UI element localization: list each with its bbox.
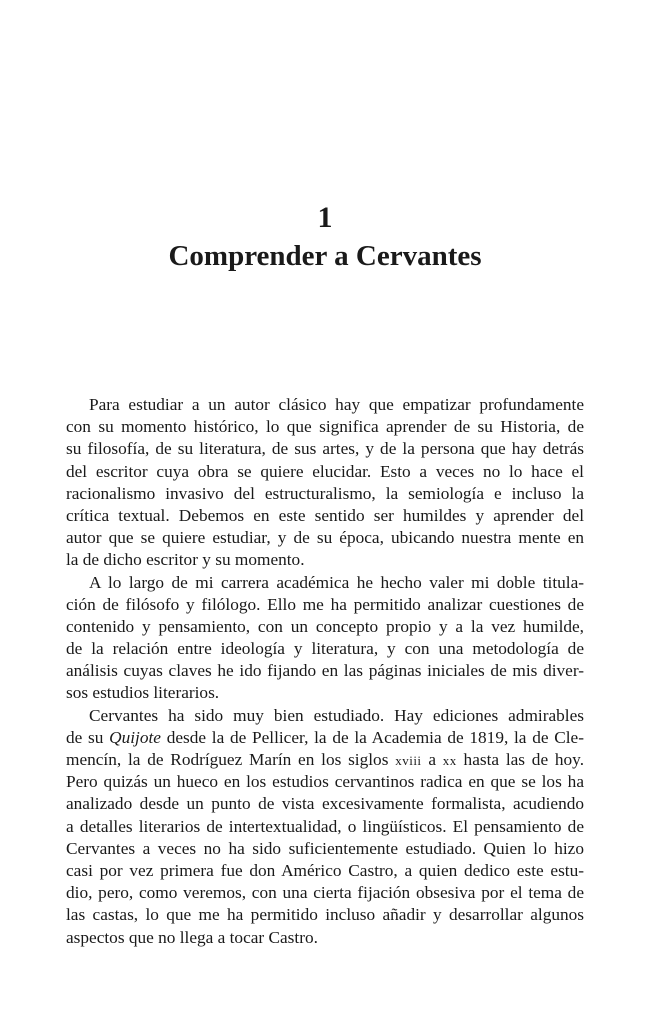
text-line: Cervantes a veces no ha sido suficientemente estudiado. Quien lo hizo bbox=[66, 838, 584, 858]
text-line: ción de filósofo y filólogo. Ello me ha permitido analizar cuestiones de bbox=[66, 594, 584, 614]
text-line: Cervantes ha sido muy bien estudiado. Hay ediciones admirables bbox=[89, 705, 584, 725]
text-line: Pero quizás un hueco en los estudios cervantinos radica en que se los ha bbox=[66, 772, 584, 792]
chapter-body bbox=[66, 394, 584, 949]
text-line: racionalismo invasivo del estructuralismo, la semiología e incluso la bbox=[66, 483, 584, 503]
text-line: con su momento histórico, lo que significa aprender de su Historia, de bbox=[66, 417, 584, 437]
text-line: Para estudiar a un autor clásico hay que empatizar profundamente bbox=[89, 395, 584, 414]
text-line bbox=[66, 749, 584, 771]
paragraph bbox=[66, 572, 584, 705]
paragraph bbox=[66, 705, 584, 949]
text-line bbox=[66, 727, 584, 749]
text-line: su filosofía, de su literatura, de sus artes, y de la persona que hay detrás bbox=[66, 439, 584, 459]
century-numeral: xviii bbox=[395, 753, 422, 768]
chapter-number: 1 bbox=[317, 201, 333, 234]
paragraph bbox=[66, 394, 584, 572]
chapter-title: Comprender a Cervantes bbox=[168, 240, 482, 272]
text-line: analizado desde un punto de vista excesivamente formalista, acudiendo bbox=[66, 794, 584, 814]
text-line: crítica textual. Debemos en este sentido ser humildes y aprender del bbox=[66, 505, 584, 525]
text-line: a detalles literarios de intertextualidad, o lingüísticos. El pensamiento de bbox=[66, 816, 584, 836]
text-line: contenido y pensamiento, con un concepto propio y a la vez humilde, bbox=[66, 616, 584, 636]
text-line: las castas, lo que me ha permitido incluso añadir y desarrollar algunos bbox=[66, 905, 584, 925]
text-line: A lo largo de mi carrera académica he hecho valer mi doble titula- bbox=[89, 572, 584, 592]
text-segment: hasta las de hoy. bbox=[456, 750, 584, 769]
text-line: casi por vez primera fue don Américo Castro, a quien dedico este estu- bbox=[66, 860, 584, 880]
text-line: aspectos que no llega a tocar Castro. bbox=[66, 927, 318, 947]
text-line: autor que se quiere estudiar, y de su época, ubicando nuestra mente en bbox=[66, 528, 584, 548]
text-segment: desde la de Pellicer, la de la Academia de 1819, la de Cle- bbox=[160, 727, 584, 747]
text-line: análisis cuyas claves he ido fijando en las páginas iniciales de mis diver- bbox=[66, 661, 584, 681]
book-title-italic: Quijote bbox=[109, 727, 161, 747]
text-segment: mencín, la de Rodríguez Marín en los siglos bbox=[66, 750, 396, 769]
text-segment: de su bbox=[66, 727, 110, 747]
text-line: sos estudios literarios. bbox=[66, 683, 220, 703]
text-line: del escritor cuya obra se quiere elucidar. Esto a veces no lo hace el bbox=[66, 461, 584, 481]
text-line: de la relación entre ideología y literatura, y con una metodología de bbox=[66, 639, 584, 659]
text-line: dio, pero, como veremos, con una cierta fijación obsesiva por el tema de bbox=[66, 883, 584, 903]
century-numeral: xx bbox=[442, 753, 457, 768]
text-segment: a bbox=[421, 750, 443, 769]
text-line: la de dicho escritor y su momento. bbox=[66, 550, 305, 570]
